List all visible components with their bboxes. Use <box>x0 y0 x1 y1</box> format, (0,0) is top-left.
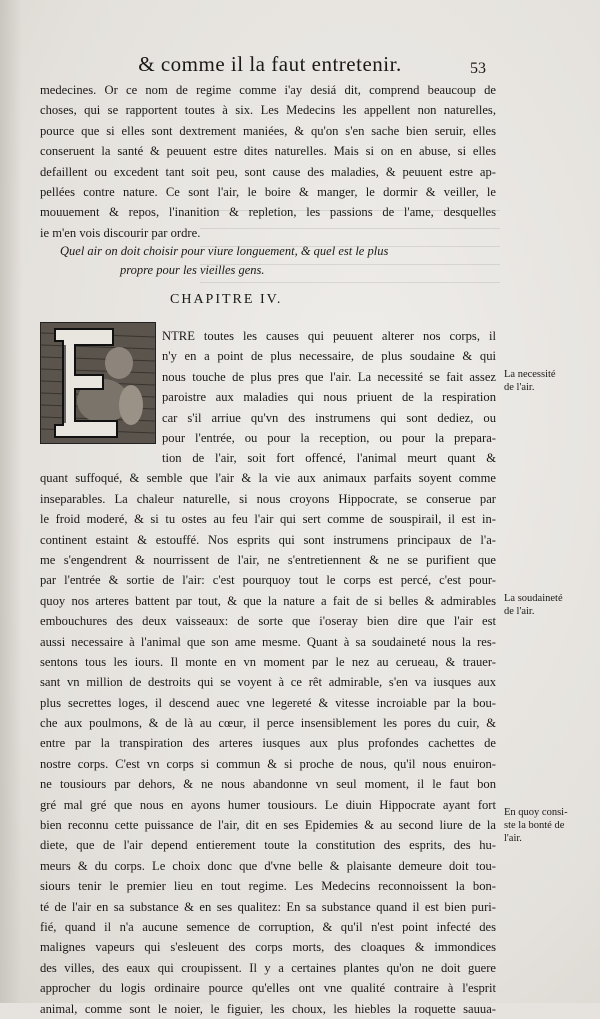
margin-note-suddenness <box>504 592 576 618</box>
text-line: pellées contre nature. Ce sont l'air, le boire & manger, le dormir & veiller, le <box>40 184 496 199</box>
woodcut-drop-cap <box>40 322 156 444</box>
text-line: inseparables. La chaleur naturelle, si nous croyons Hippocrate, se conserue par <box>40 491 496 506</box>
text-line: me s'engendrent & nourrissent de l'air, ne s'entretiennent & ne se purifient que <box>40 552 496 567</box>
margin-note-line: La soudaineté <box>504 593 563 604</box>
margin-note-line: de l'air. <box>504 382 535 393</box>
text-line: medecines. Or ce nom de regime comme i'ay desiá dit, comprend beaucoup de <box>40 83 496 97</box>
running-head: & comme il la faut entretenir. <box>138 52 402 76</box>
text-line-last: ie m'en vois discourir par ordre. <box>40 225 201 240</box>
text-line: quant suffoqué, & semble que l'air & la vie aux animaux parfaits soyent comme <box>40 471 496 486</box>
text-line: plus secrettes loges, il descend auec vne legereté & vitesse incroiable par la bou- <box>40 695 496 710</box>
text-line: bien reconnu cette puissance de l'air, dit en ses Epidemies & au second liure de la <box>40 818 496 833</box>
margin-note-line: l'air. <box>504 833 522 844</box>
text-line: conseruent la santé & peuuent estre dites naturelles. Mais si on en abuse, si elles <box>40 144 496 159</box>
text-line: meurs & du corps. Le choix donc que d'vne belle & plaisante demeure doit tou- <box>40 858 496 873</box>
text-line: des villes, des eaux qui croupissent. Il y a certaines plantes qu'on ne doit guere <box>40 960 496 975</box>
text-line: embouchures des deux vaisseaux: de sorte que i'oseray bien dire que l'air est <box>40 614 496 629</box>
margin-note-line: La necessité <box>504 369 556 380</box>
text-line: sant vn million de destroits qui se voyent à ce rêt admirable, s'en va iusques aux <box>40 675 496 690</box>
intro-paragraph <box>40 80 496 243</box>
text-line: malignes vapeurs qui s'esleuent des corps morts, des cloaques & immondices <box>40 940 496 955</box>
chapter-body <box>40 448 496 468</box>
margin-note-line: de l'air. <box>504 606 535 617</box>
text-line: té de l'air en sa substance & en ses qualitez: En sa substance quand il est bien puri- <box>40 899 496 914</box>
text-line: entre par la transpiration des arteres iusques aux plus profondes cachettes de <box>40 736 496 751</box>
text-line: tion de l'air, soit fort offencé, l'animal meurt quant & <box>162 451 496 465</box>
text-line: ne tousiours par dehors, & ne nous abandonne vn seul moment, il le faut bon <box>40 777 496 792</box>
margin-note-line: ste la bonté de <box>504 820 565 831</box>
text-line: defaillent ou excedent tant soit peu, sont cause des maladies, & peuuent estre ap- <box>40 164 496 179</box>
subheading-line: propre pour les vieilles gens. <box>120 263 265 277</box>
page-number: 53 <box>470 60 486 77</box>
drop-cap-illustration-icon <box>41 323 155 443</box>
chapter-body-continued <box>40 468 496 1019</box>
chapter-title: CHAPITRE IV. <box>170 292 283 307</box>
text-line: animal, comme sont le noier, le figuier, les choux, les hiebles la roquette sauua- <box>40 1001 496 1016</box>
text-line: pour l'entrée, ou pour la reception, ou pour la prepara- <box>162 430 496 445</box>
text-line: approcher du logis ordinaire pource qu'elles ont vne qualité contraire à l'esprit <box>40 981 496 996</box>
text-line: nostre corps. C'est vn corps si commun & si proche de nous, qu'il nous enuiron- <box>40 756 496 771</box>
text-line: nous touche de plus pres que l'air. La necessité se fait assez <box>162 369 496 384</box>
text-line: le froid moderé, & si tu ostes au feu l'air qui sert comme de souspirail, il est in- <box>40 512 496 527</box>
margin-note-necessity <box>504 368 576 394</box>
text-line: choses, qui se rapportent toutes à six. Les Medecins les appellent non naturelles, <box>40 103 496 118</box>
text-line: continent estaint & estouffé. Nos esprits qui sont instrumens principaux de l'a- <box>40 532 496 547</box>
text-line: pource que si elles sont dextrement maniées, & qu'on s'en sache bien seruir, elles <box>40 123 496 138</box>
text-line: NTRE toutes les causes qui peuuent alterer nos corps, il <box>162 329 496 343</box>
subheading-line: Quel air on doit choisir pour viure longuement, & quel est le plus <box>60 244 389 258</box>
text-line: diete, que de l'air depend entierement toute la constitution des esprits, des hu- <box>40 838 496 853</box>
spine-shadow <box>0 0 22 1003</box>
text-line: fié, quand il n'a aucune semence de corruption, & qu'il n'est point infecté des <box>40 919 496 934</box>
text-line: siours tenir le premier lieu en tout regime. Les Medecins reconnoissent la bon- <box>40 879 496 894</box>
text-line: mouuement & repos, l'inanition & repletion, les passions de l'ame, desquelles <box>40 205 496 220</box>
chapter-subheading <box>60 242 480 280</box>
text-line: par l'entrée & sortie de l'air: c'est pourquoy tout le corps est percé, c'est pour- <box>40 573 496 588</box>
margin-note-goodness <box>504 806 576 845</box>
text-line: n'y en a point de plus necessaire, de plus soudaine & qui <box>162 349 496 364</box>
text-line: paroistre aux maladies qui nous priuent de la respiration <box>162 390 496 405</box>
margin-note-line: En quoy consi- <box>504 807 568 818</box>
text-line: quoy nos arteres battent par tout, & que la nature a fait de si belles & admirables <box>40 593 496 608</box>
chapter-opening-lines <box>162 326 496 448</box>
text-line: car s'il arriue qu'vn des instrumens qui sont dediez, ou <box>162 410 496 425</box>
text-line: sentons tous les iours. Il monte en vn moment par le nez au cerueau, & trauer- <box>40 654 496 669</box>
text-line: che aux poulmons, & de là au cœur, il perce insensiblement les pores du cuir, & <box>40 716 496 731</box>
text-line: gré mal gré que nous en ayons humer tousiours. Le diuin Hippocrate ayant fort <box>40 797 496 812</box>
text-line: aussi necessaire à l'animal que son ame mesme. Quant à sa soudaineté nous la res- <box>40 634 496 649</box>
